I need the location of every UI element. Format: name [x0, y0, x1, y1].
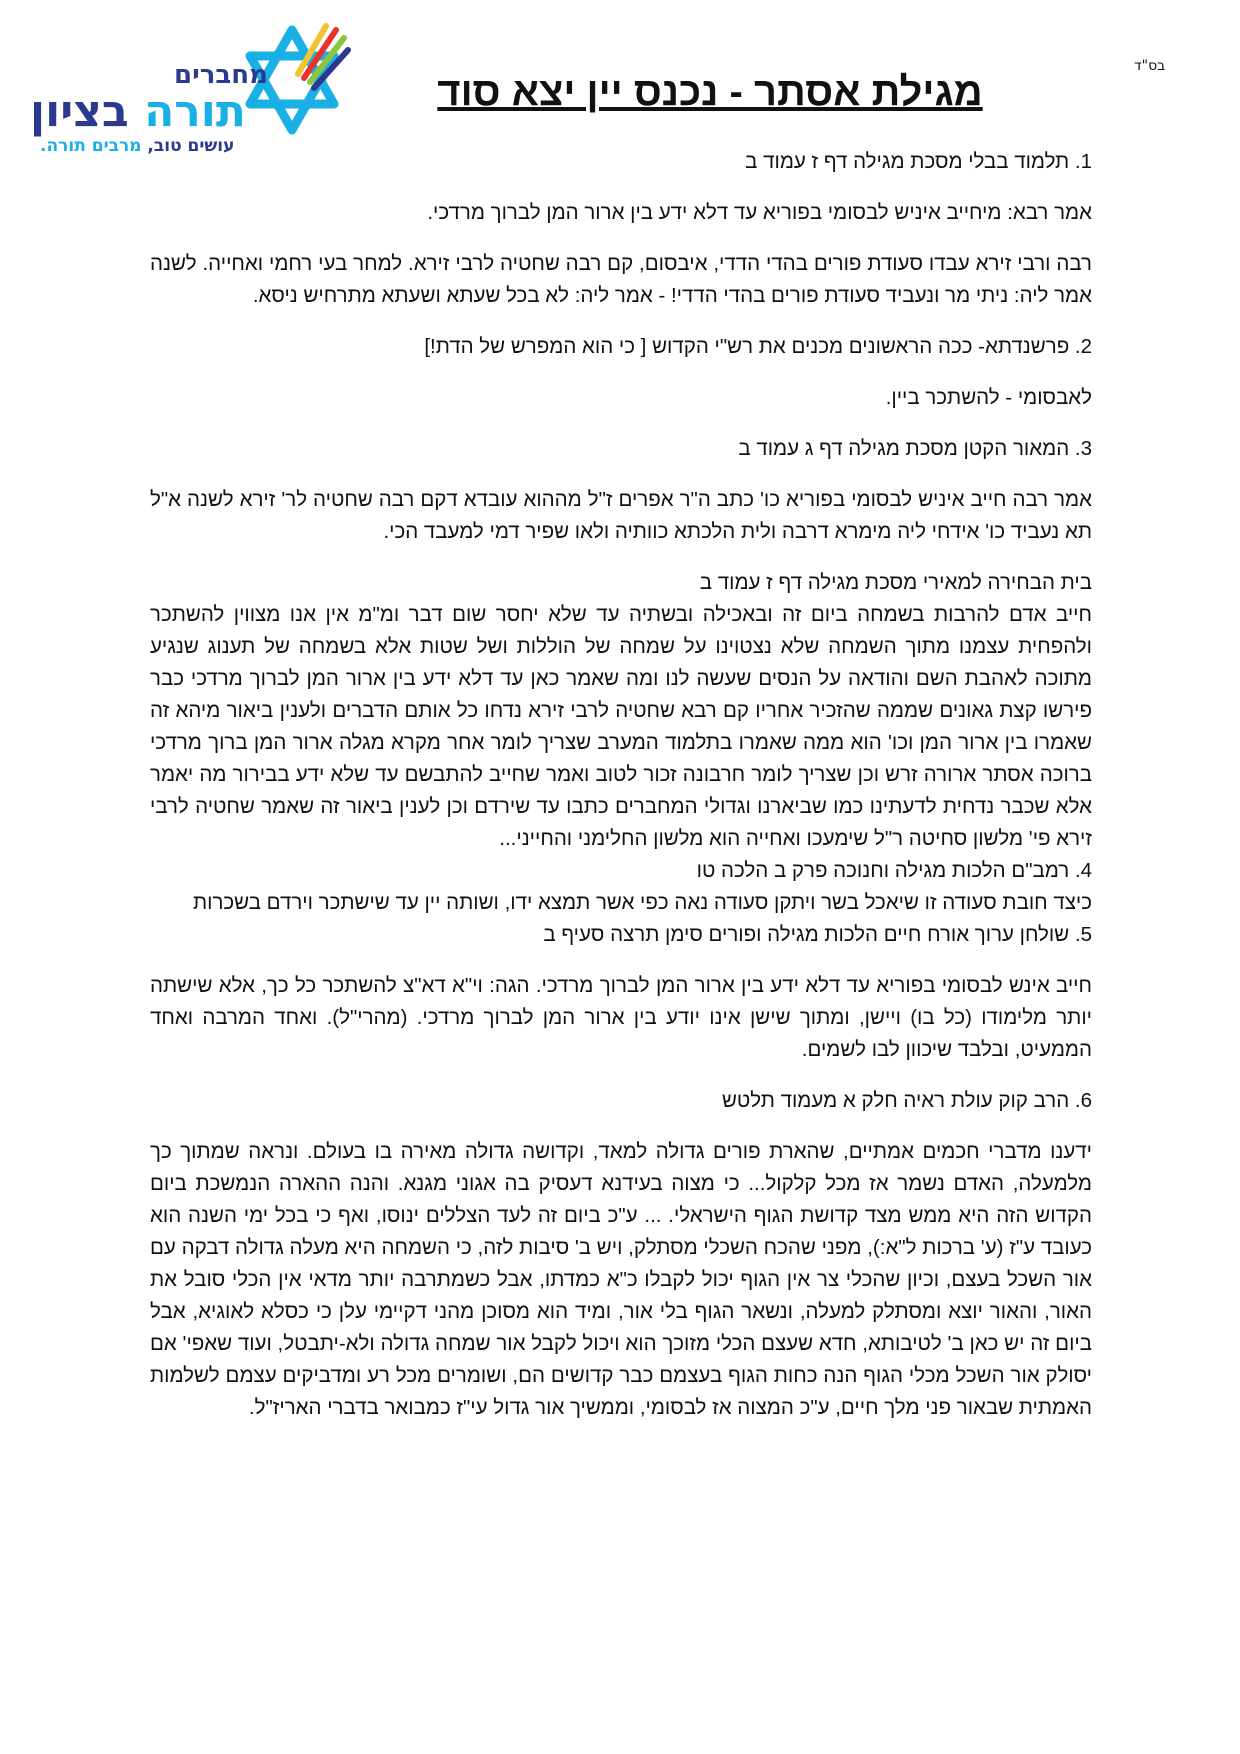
logo-main-word-1: תורה [144, 86, 246, 137]
source-paragraph: אמר רבה חייב איניש לבסומי בפוריא כו' כתב ה"ר אפרים ז"ל מההוא עובדא דקם רבה שחטיה לר' זירא לשנה א"ל תא נעביד כו' אידחי ליה מימרא דרבה ולית הלכתא כוותיה ולאו שפיר דמי למעבד הכי. [150, 488, 1092, 543]
source-heading: 5. שולחן ערוך אורח חיים הלכות מגילה ופורים סימן תרצה סעיף ב [543, 923, 1092, 946]
source-paragraph: חייב אדם להרבות בשמחה ביום זה ובאכילה ובשתיה עד שלא יחסר שום דבר ומ"מ אין אנו מצווין להשתכר ולהפחית עצמנו מתוך השמחה שלא נצטוינו על שמחה של הוללות ושל שטות אלא בשמחה של תענוג שנגיע מתוכה לאהבת השם והודאה על הנסים שעשה לנו ומה שאמר כאן עד דלא ידע בין ארור המן לברוך מרדכי כבר פירשו קצת גאונים שממה שהזכיר אחריו קם רבא שחטיה לרבי זירא נדחו כל אותם הדברים ולענין ביאור מיהא זה שאמרו בין ארור המן וכו' הוא ממה שאמרו בתלמוד המערב שצריך לומר אחר מקרא מגלה ארור המן ברוך מרדכי ברוכה אסתר ארורה זרש וכן שצריך לומר חרבונה זכור לטוב ואמר שחייב להתבשם עד שלא ידע בבירור מה יאמר אלא שכבר נדחית לדעתינו כמו שביארנו וגדולי המחברים כתבו עד שירדם וכן לענין ביאור זה שאמר שחטיה לרבי זירא פי' מלשון סחיטה ר"ל שימעכו ואחייה הוא מלשון החלימני והחייני... [150, 603, 1092, 850]
page-title: מגילת אסתר - נכנס יין יצא סוד [437, 70, 983, 114]
source-heading: 1. תלמוד בבלי מסכת מגילה דף ז עמוד ב [745, 150, 1092, 173]
sources-body [150, 146, 1092, 1424]
source-paragraph: רבה ורבי זירא עבדו סעודת פורים בהדי הדדי, איבסום, קם רבה שחטיה לרבי זירא. למחר בעי רחמי ואחייה. לשנה אמר ליה: ניתי מר ונעביד סעודת פורים בהדי הדדי! - אמר ליה: לא בכל שעתא ושעתא מתרחיש ניסא. [150, 252, 1092, 307]
source-paragraph: אמר רבא: מיחייב איניש לבסומי בפוריא עד דלא ידע בין ארור המן לברוך מרדכי. [427, 201, 1092, 224]
source-paragraph: כיצד חובת סעודה זו שיאכל בשר ויתקן סעודה נאה כפי אשר תמצא ידו, ושותה יין עד שישתכר וירדם בשכרות [192, 891, 1092, 914]
logo-top-word: מחברים [174, 60, 268, 90]
logo [24, 14, 354, 154]
source-heading: 4. רמב"ם הלכות מגילה וחנוכה פרק ב הלכה טו [696, 859, 1092, 882]
logo-main-word-2: בציון [30, 86, 129, 137]
logo-tagline-2: מרבים תורה. [40, 136, 142, 156]
source-heading: 3. המאור הקטן מסכת מגילה דף ג עמוד ב [738, 437, 1092, 460]
logo-main-text [30, 86, 246, 137]
logo-tagline-1: עושים טוב, [147, 136, 235, 156]
bsd-mark: בס"ד [1134, 58, 1166, 74]
source-paragraph: לאבסומי - להשתכר ביין. [885, 386, 1092, 409]
source-heading: 6. הרב קוק עולת ראיה חלק א מעמוד תלטש [721, 1089, 1092, 1112]
source-paragraph: ידענו מדברי חכמים אמתיים, שהארת פורים גדולה למאד, וקדושה גדולה מאירה בו בעולם. ונראה שמתוך כך מלמעלה, האדם נשמר אז מכל קלקול... כי מצוה בעידנא דעסיק בה אגוני מגנא. והנה ההארה הנמשכת ביום הקדוש הזה היא ממש מצד קדושת הגוף הישראלי. ... ע"כ ביום זה לעד הצללים ינוסו, ואף כי בכל ימי השנה הוא כעובד ע"ז (ע' ברכות ל"א:), מפני שהכח השכלי מסתלק, ויש ב' סיבות לזה, כי השמחה היא מעלה גדולה דבקה עם אור השכל בעצם, וכיון שהכלי צר אין הגוף יכול לקבלו כ"א כמדתו, אבל כשמתרבה יותר מדאי אין הכלי סובל את האור, והאור יוצא ומסתלק למעלה, ונשאר הגוף בלי אור, ומיד הוא מסוכן מהני דקיימי עלן כי כסלא לאוגיא, אבל ביום זה יש כאן ב' לטיבותא, חדא שעצם הכלי מזוכך הוא ויכול לקבל אור שמחה גדולה ולא-יתבטל, ועוד שאפי' אם יסולק אור השכל מכלי הגוף הנה כחות הגוף בעצמם כבר קדושים הם, ושומרים מכל רע ומדביקים עצמם לשלמות האמתית שבאור פני מלך חיים, ע"כ המצוה אז לבסומי, וממשיך אור גדול עי"ז כמבואר בדברי האריז"ל. [150, 1140, 1092, 1419]
source-paragraph: חייב אינש לבסומי בפוריא עד דלא ידע בין ארור המן לברוך מרדכי. הגה: וי"א דא"צ להשתכר כל כך, אלא שישתה יותר מלימודו (כל בו) ויישן, ומתוך שישן אינו יודע בין ארור המן לברוך מרדכי. (מהרי"ל). ואחד המרבה ואחד הממעיט, ובלבד שיכוון לבו לשמים. [150, 974, 1092, 1061]
source-heading: בית הבחירה למאירי מסכת מגילה דף ז עמוד ב [699, 571, 1092, 594]
source-heading: 2. פרשנדתא- ככה הראשונים מכנים את רש"י הקדוש [ כי הוא המפרש של הדת!] [424, 335, 1092, 358]
